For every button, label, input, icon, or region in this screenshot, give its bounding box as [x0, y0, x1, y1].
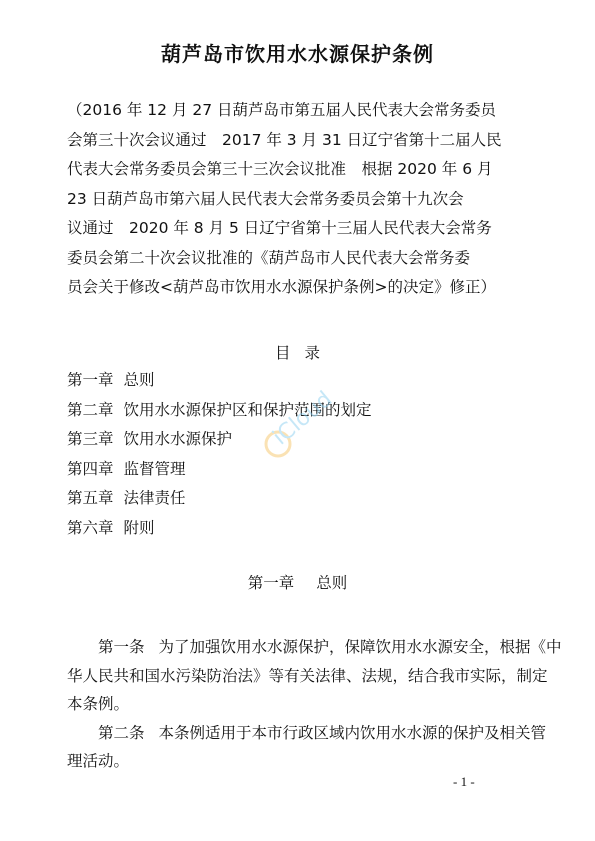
toc-chapter-title: 附则: [123, 518, 155, 537]
toc-chapter-title: 饮用水水源保护: [123, 430, 233, 448]
preamble-line: 23 日葫芦岛市第六届人民代表大会常务委员会第十九次会: [67, 189, 464, 208]
chapter-number: 第一章: [247, 574, 295, 592]
watermark-text: iCloud: [268, 386, 338, 451]
toc-item: [67, 514, 527, 544]
cloud-watermark-icon: [258, 386, 348, 466]
toc-chapter-number: 第四章: [67, 459, 114, 478]
toc-chapter-number: 第三章: [67, 430, 114, 448]
toc-chapter-number: 第六章: [67, 518, 114, 537]
preamble-line: 议通过 2020 年 8 月 5 日辽宁省第十三届人民代表大会常务: [67, 219, 492, 237]
chapter-heading: [0, 571, 595, 593]
toc-title: 目录: [274, 344, 334, 362]
preamble-line: （2016 年 12 月 27 日葫芦岛市第五届人民代表大会常务委员: [67, 101, 497, 119]
toc-chapter-number: 第一章: [67, 371, 114, 389]
chapter-title: 总则: [316, 574, 348, 592]
toc-chapter-title: 监督管理: [123, 459, 186, 478]
preamble-line: 员会关于修改<葫芦岛市饮用水水源保护条例>的决定》修正）: [67, 278, 496, 296]
article-label: 第二条: [98, 723, 145, 742]
document-title: 葫芦岛市饮用水水源保护条例: [161, 42, 434, 66]
preamble-line: 委员会第二十次会议批准的《葫芦岛市人民代表大会常务委: [67, 248, 471, 267]
article-text: 本条例适用于本市行政区域内饮用水水源的保护及相关管: [158, 723, 547, 742]
toc-chapter-title: 总则: [123, 371, 155, 389]
toc-chapter-number: 第五章: [67, 489, 114, 507]
article-text: 为了加强饮用水水源保护，保障饮用水水源安全，根据《中: [158, 638, 562, 656]
preamble-line: 代表大会常务委员会第三十三次会议批准 根据 2020 年 6 月: [67, 160, 493, 178]
article-line: [67, 633, 562, 662]
article-label: 第一条: [98, 638, 145, 656]
article-line: 华人民共和国水污染防治法》等有关法律、法规，结合我市实际，制定: [67, 666, 548, 685]
article-line: [67, 719, 547, 748]
article-line: 理活动。: [67, 752, 130, 770]
toc-chapter-number: 第二章: [67, 400, 114, 419]
article-line: 本条例。: [67, 695, 130, 713]
preamble-line: 会第三十次会议通过 2017 年 3 月 31 日辽宁省第十二届人民: [67, 130, 502, 149]
toc-chapter-title: 饮用水水源保护区和保护范围的划定: [123, 400, 372, 419]
page-number: - 1 -: [453, 774, 475, 789]
toc-item: [67, 484, 527, 514]
articles: [67, 633, 562, 776]
toc-chapter-title: 法律责任: [123, 489, 186, 507]
preamble: [67, 96, 527, 303]
